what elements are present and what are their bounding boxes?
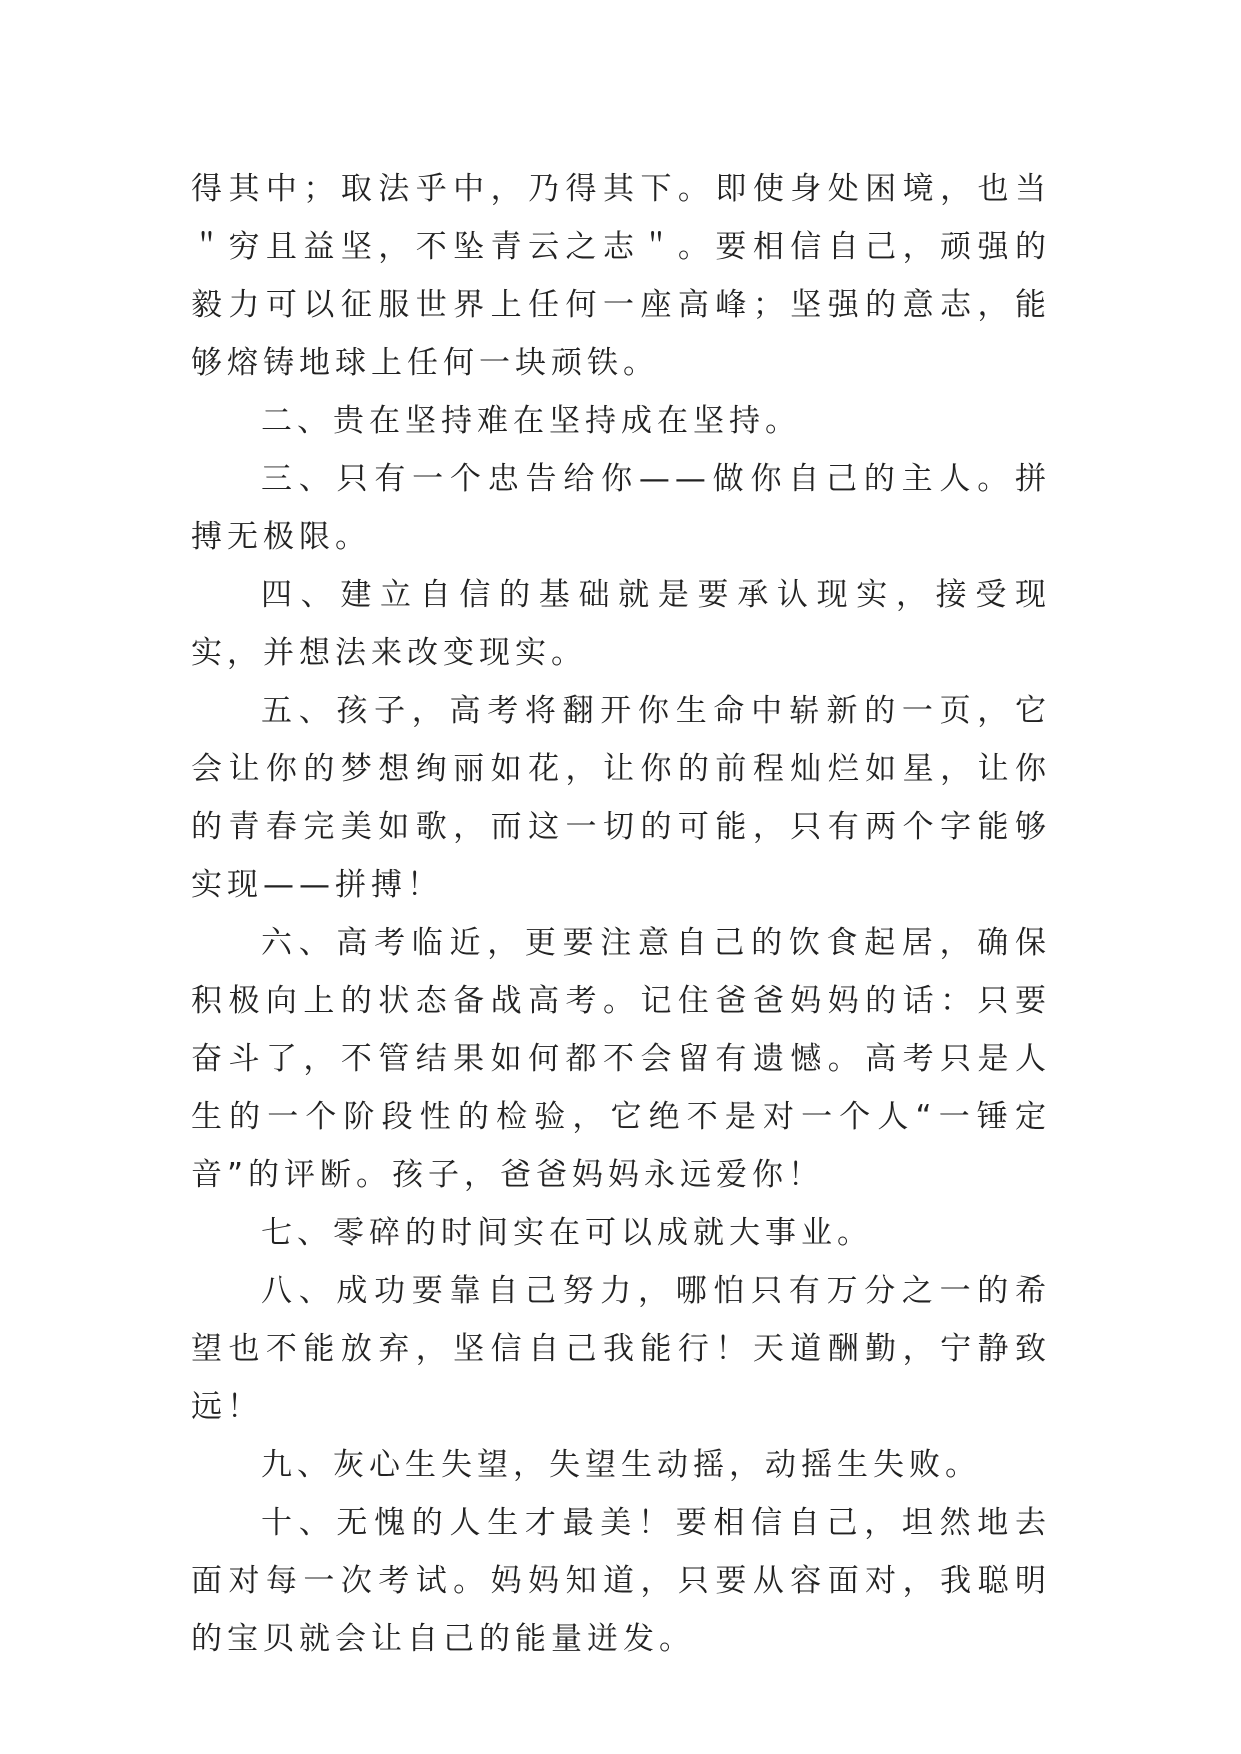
paragraph-2: 二、贵在坚持难在坚持成在坚持。 [261, 403, 801, 439]
paragraph-5: 五、孩子，高考将翻开你生命中崭新的一页，它会让你的梦想绚丽如花，让你的前程灿烂如星，让你的青春完美如歌，而这一切的可能，只有两个字能够实现——拼搏！ [191, 693, 1051, 903]
paragraph-4: 四、建立自信的基础就是要承认现实，接受现实，并想法来改变现实。 [191, 577, 1051, 671]
paragraph-3: 三、只有一个忠告给你——做你自己的主人。拼搏无极限。 [191, 461, 1051, 555]
paragraph-10: 十、无愧的人生才最美！要相信自己，坦然地去面对每一次考试。妈妈知道，只要从容面对，我聪明的宝贝就会让自己的能量迸发。 [191, 1505, 1051, 1657]
paragraph-9: 九、灰心生失望，失望生动摇，动摇生失败。 [261, 1447, 981, 1483]
paragraph-7: 七、零碎的时间实在可以成就大事业。 [261, 1215, 873, 1251]
paragraph-8: 八、成功要靠自己努力，哪怕只有万分之一的希望也不能放弃，坚信自己我能行！天道酬勤，宁静致远！ [191, 1273, 1051, 1425]
document-body [191, 160, 1051, 1668]
paragraph-continuation: 得其中；取法乎中，乃得其下。即使身处困境，也当＂穷且益坚，不坠青云之志＂。要相信自己，顽强的毅力可以征服世界上任何一座高峰；坚强的意志，能够熔铸地球上任何一块顽铁。 [191, 171, 1051, 381]
paragraph-6: 六、高考临近，更要注意自己的饮食起居，确保积极向上的状态备战高考。记住爸爸妈妈的话：只要奋斗了，不管结果如何都不会留有遗憾。高考只是人生的一个阶段性的检验，它绝不是对一个人“一锤定音”的评断。孩子，爸爸妈妈永远爱你！ [191, 925, 1051, 1193]
